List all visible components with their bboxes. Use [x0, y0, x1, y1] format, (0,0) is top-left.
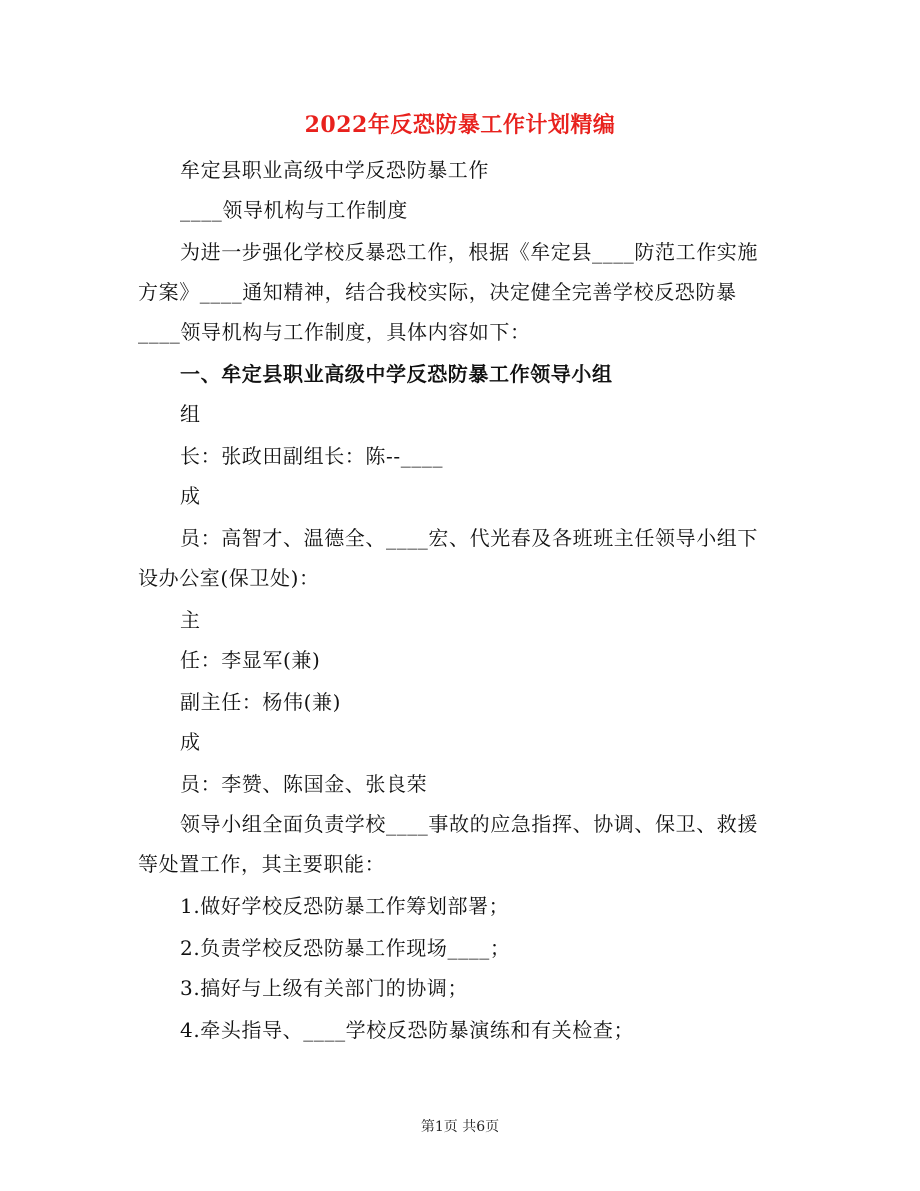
text-line: 成: [180, 484, 201, 508]
section-heading: 一、牟定县职业高级中学反恐防暴工作领导小组: [180, 362, 613, 386]
text-line: 长：张政田副组长：陈--____: [180, 444, 444, 468]
subtitle-line: ____领导机构与工作制度: [180, 198, 408, 222]
text-line: 成: [180, 730, 201, 754]
text-line: 副主任：杨伟(兼): [180, 690, 342, 714]
list-item: 1.做好学校反恐防暴工作筹划部署；: [180, 894, 510, 918]
list-item: 4.牵头指导、____学校反恐防暴演练和有关检查；: [180, 1018, 635, 1042]
text-line: 组: [180, 402, 201, 426]
text-line: 员：李赞、陈国金、张良荣: [180, 772, 428, 796]
intro-paragraph: 为进一步强化学校反暴恐工作，根据《牟定县____防范工作实施方案》____通知精神，结合我校实际，决定健全完善学校反恐防暴____领导机构与工作制度，具体内容如下：: [138, 240, 758, 344]
org-name-line: 牟定县职业高级中学反恐防暴工作: [180, 158, 489, 182]
list-item: 2.负责学校反恐防暴工作现场____；: [180, 936, 511, 960]
list-item: 3.搞好与上级有关部门的协调；: [180, 976, 469, 1000]
members-paragraph: 员：高智才、温德全、____宏、代光春及各班班主任领导小组下设办公室(保卫处)：: [138, 526, 758, 590]
document-title: 2022年反恐防暴工作计划精编: [304, 112, 616, 138]
text-line: 任：李显军(兼): [180, 648, 321, 672]
text-line: 主: [180, 608, 201, 632]
duties-paragraph: 领导小组全面负责学校____事故的应急指挥、协调、保卫、救援等处置工作，其主要职能：: [138, 812, 758, 876]
page-footer: 第1页 共6页: [420, 1119, 500, 1135]
